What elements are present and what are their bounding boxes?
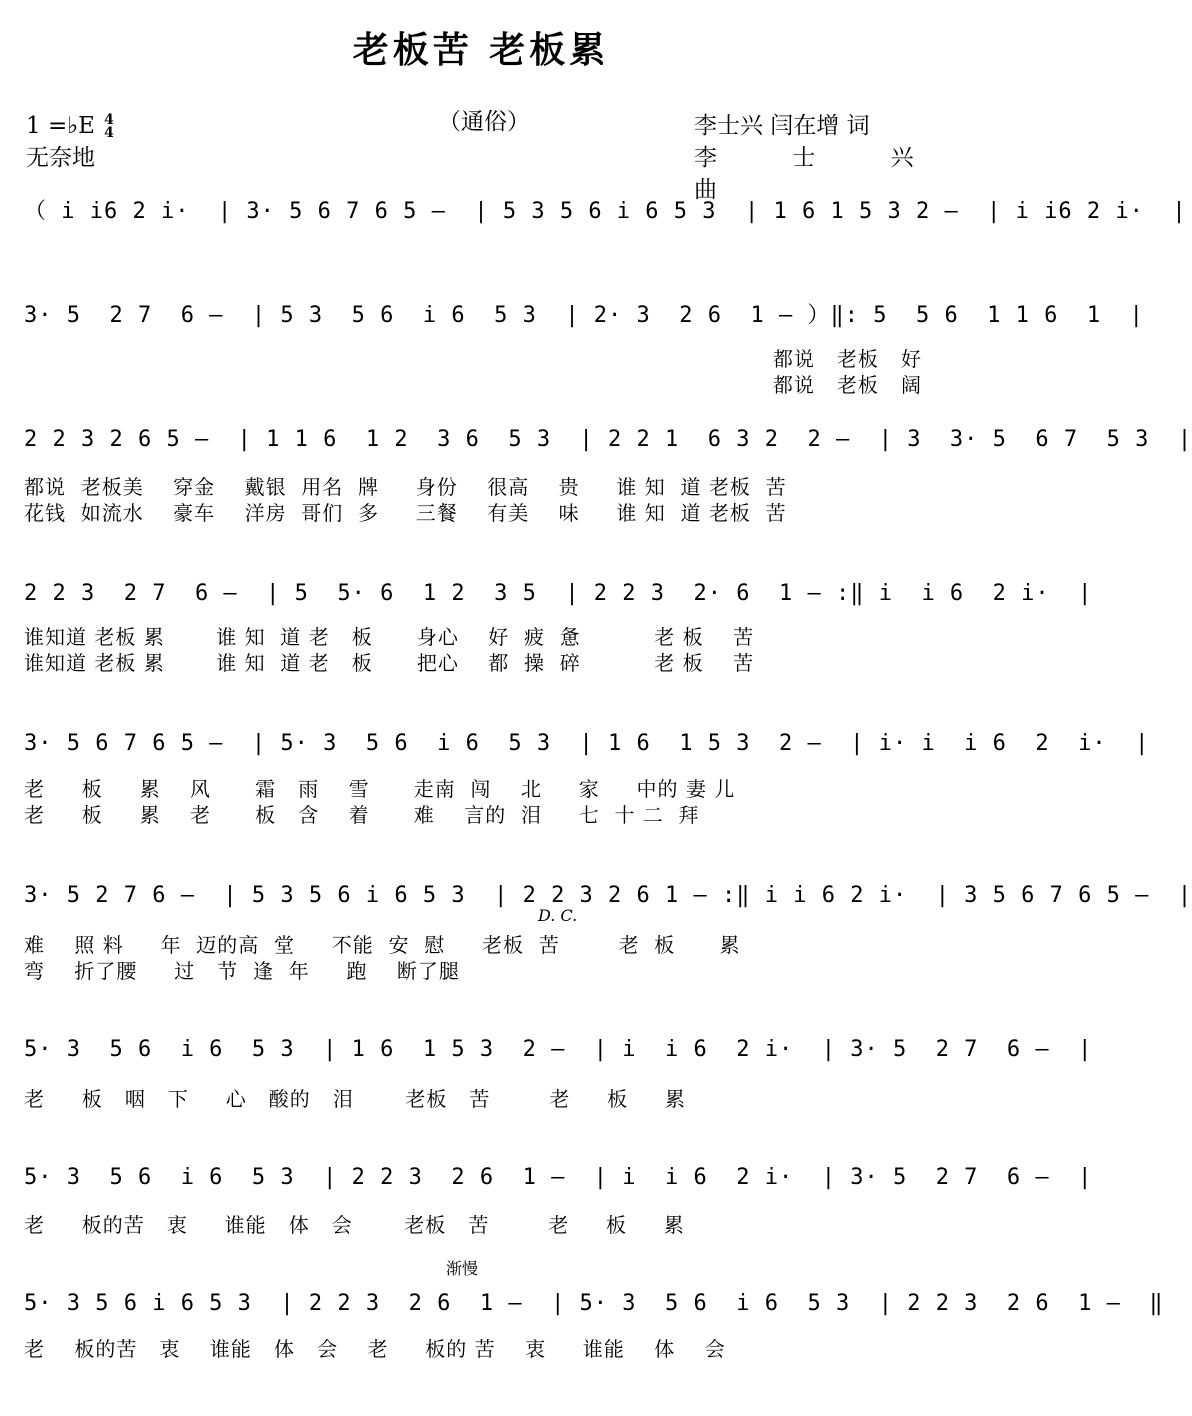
composer-credit: 李 士 兴曲: [694, 145, 948, 203]
score-system-2: [24, 300, 1144, 398]
notation-line: 3· 5 2 7 6 – | 5 3 5 6 i 6 5 3 | 2 2 3 2 6 1 – :‖ i i 6 2 i· | 3 5 6 7 6 5 – |: [24, 880, 938, 912]
lyric-verse-1: 老 板的苦 衷 谁能 体 会 老板 苦 老 板 累: [24, 1213, 685, 1237]
score-system-8: [24, 1162, 1093, 1238]
lyric-verse-1: 都说 老板 好: [772, 347, 922, 371]
lyric-verse-1: 老 板的苦 衷 谁能 体 会 老 板的 苦 衷 谁能 体 会: [24, 1337, 726, 1361]
lyric-verse-1: 难 照 料 年 迈的高 堂 不能 安 慰 老板 苦 老 板 累: [24, 933, 741, 957]
lyricist-credit: 李士兴 闫在增 词: [694, 113, 870, 139]
lyric-verse-2: 老 板 累 老 板 含 着 难 言的 泪 七 十 二 拜: [24, 803, 700, 827]
score-system-5: [24, 728, 1150, 828]
time-signature: [104, 114, 114, 140]
key-label: 1 =♭E: [26, 113, 95, 139]
dc-marking: D. C.: [538, 906, 578, 925]
style-marking: （通俗）: [438, 109, 530, 135]
lyric-verse-2: 花钱 如流水 豪车 洋房 哥们 多 三餐 有美 味 谁 知 道 老板 苦: [24, 501, 787, 525]
ritardando-marking: 渐慢: [446, 1259, 479, 1278]
notation-line: （ i i6 2 i· | 3· 5 6 7 6 5 – | 5 3 5 6 i 6 5 3 | 1 6 1 5 3 2 – | i i6 2 i· |: [24, 196, 938, 228]
score-system-9: [24, 1288, 1164, 1362]
lyric-verse-2: 谁知道 老板 累 谁 知 道 老 板 把心 都 操 碎 老 板 苦: [24, 651, 755, 675]
score-system-3: [24, 424, 1192, 526]
lyric-verse-1: 都说 老板美 穿金 戴银 用名 牌 身份 很高 贵 谁 知 道 老板 苦: [24, 475, 787, 499]
time-signature-top: 4: [104, 112, 114, 128]
lyric-verse-2: 都说 老板 阔: [772, 373, 922, 397]
score-system-7: [24, 1034, 1093, 1112]
notation-line: 5· 3 5 6 i 6 5 3 | 2 2 3 2 6 1 – | i i 6 2 i· | 3· 5 2 7 6 – |: [24, 1162, 938, 1194]
score-system-4: [24, 578, 1093, 676]
page-title: 老板苦 老板累: [352, 29, 610, 71]
score-system-6: [24, 880, 1192, 984]
notation-line: 3· 5 2 7 6 – | 5 3 5 6 i 6 5 3 | 2· 3 2 6 1 – ）‖: 5 5 6 1 1 6 1 |: [24, 300, 938, 332]
score-system-1: [24, 196, 1187, 228]
key-signature: [26, 110, 114, 142]
notation-line: 2 2 3 2 7 6 – | 5 5· 6 1 2 3 5 | 2 2 3 2· 6 1 – :‖ i i 6 2 i· |: [24, 578, 938, 610]
tempo-marking: 无奈地: [26, 145, 95, 171]
notation-line: 2 2 3 2 6 5 – | 1 1 6 1 2 3 6 5 3 | 2 2 1 6 3 2 2 – | 3 3· 5 6 7 5 3 |: [24, 424, 938, 456]
time-signature-bottom: 4: [104, 125, 114, 141]
lyric-verse-1: 老 板 累 风 霜 雨 雪 走南 闯 北 家 中的 妻 儿: [24, 777, 736, 801]
lyric-verse-1: 谁知道 老板 累 谁 知 道 老 板 身心 好 疲 惫 老 板 苦: [24, 625, 755, 649]
lyric-verse-2: 弯 折了腰 过 节 逢 年 跑 断了腿: [24, 959, 460, 983]
notation-line: 5· 3 5 6 i 6 5 3 | 1 6 1 5 3 2 – | i i 6 2 i· | 3· 5 2 7 6 – |: [24, 1034, 938, 1066]
notation-line: 3· 5 6 7 6 5 – | 5· 3 5 6 i 6 5 3 | 1 6 1 5 3 2 – | i· i i 6 2 i· |: [24, 728, 938, 760]
lyric-verse-1: 老 板 咽 下 心 酸的 泪 老板 苦 老 板 累: [24, 1087, 686, 1111]
notation-line: 5· 3 5 6 i 6 5 3 | 2 2 3 2 6 1 – | 5· 3 5 6 i 6 5 3 | 2 2 3 2 6 1 – ‖: [24, 1288, 938, 1320]
